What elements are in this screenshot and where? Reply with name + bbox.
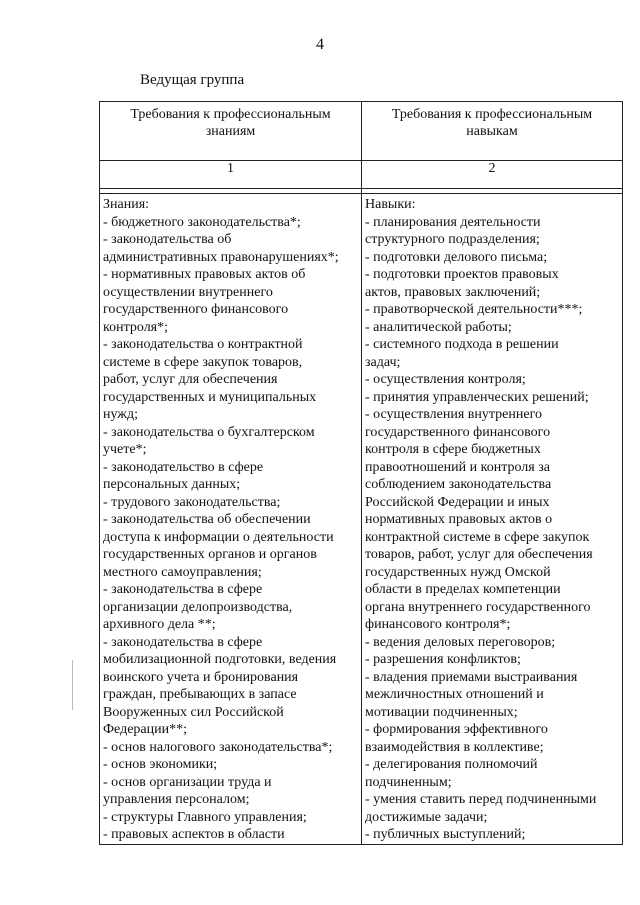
group-title: Ведущая группа bbox=[140, 72, 245, 88]
skills-line: актов, правовых заключений; bbox=[365, 284, 541, 300]
skills-line: правоотношений и контроля за bbox=[365, 459, 550, 475]
header-knowledge: Требования к профессиональным знаниям bbox=[100, 102, 362, 161]
skills-line: - публичных выступлений; bbox=[365, 827, 526, 842]
knowledge-line: - законодательства об обеспечении bbox=[103, 512, 311, 527]
knowledge-line: - законодательства в сфере bbox=[103, 634, 263, 650]
skills-line: соблюдением законодательства bbox=[365, 477, 552, 492]
column-number-row bbox=[100, 161, 623, 189]
skills-line: государственного финансового bbox=[365, 424, 551, 440]
knowledge-line: Федерации**; bbox=[103, 722, 188, 737]
knowledge-line: работ, услуг для обеспечения bbox=[103, 372, 278, 387]
skills-line: - делегирования полномочий bbox=[365, 757, 538, 772]
knowledge-line: персональных данных; bbox=[103, 477, 241, 492]
knowledge-line: - правовых аспектов в области bbox=[103, 827, 285, 842]
knowledge-line: системе в сфере закупок товаров, bbox=[103, 354, 303, 370]
knowledge-line: - законодательства об bbox=[103, 232, 232, 247]
knowledge-line: доступа к информации о деятельности bbox=[103, 529, 334, 545]
knowledge-line: - трудового законодательства; bbox=[103, 494, 281, 510]
skills-line: - подготовки проектов правовых bbox=[365, 267, 559, 282]
knowledge-line: граждан, пребывающих в запасе bbox=[103, 687, 297, 702]
header-skills: Требования к профессиональным навыкам bbox=[362, 102, 623, 161]
column-number-2: 2 bbox=[362, 161, 623, 189]
knowledge-line: - основ организации труда и bbox=[103, 774, 272, 790]
skills-line: межличностных отношений и bbox=[365, 687, 544, 702]
margin-mark bbox=[72, 660, 73, 710]
skills-line: контроля в сфере бюджетных bbox=[365, 442, 541, 457]
skills-line: Навыки: bbox=[365, 197, 416, 212]
knowledge-line: - основ налогового законодательства*; bbox=[103, 739, 333, 755]
knowledge-line: мобилизационной подготовки, ведения bbox=[103, 652, 337, 667]
skills-line: - умения ставить перед подчиненными bbox=[365, 792, 597, 807]
skills-line: - осуществления внутреннего bbox=[365, 407, 542, 422]
knowledge-line: Вооруженных сил Российской bbox=[103, 704, 284, 720]
skills-line: - аналитической работы; bbox=[365, 319, 512, 335]
skills-line: достижимые задачи; bbox=[365, 809, 488, 825]
skills-line: - планирования деятельности bbox=[365, 214, 541, 230]
knowledge-line: воинского учета и бронирования bbox=[103, 669, 299, 685]
column-number-1: 1 bbox=[100, 161, 362, 189]
knowledge-line: Знания: bbox=[103, 197, 150, 212]
skills-line: мотивации подчиненных; bbox=[365, 704, 518, 720]
skills-line: нормативных правовых актов о bbox=[365, 512, 553, 527]
skills-line: государственных нужд Омской bbox=[365, 564, 551, 580]
skills-line: - подготовки делового письма; bbox=[365, 249, 548, 265]
knowledge-line: - основ экономики; bbox=[103, 757, 218, 772]
knowledge-line: местного самоуправления; bbox=[103, 564, 262, 580]
requirements-table bbox=[99, 101, 623, 845]
body-row bbox=[100, 194, 623, 845]
skills-line: - системного подхода в решении bbox=[365, 337, 559, 352]
skills-line: подчиненным; bbox=[365, 774, 452, 790]
knowledge-line: контроля*; bbox=[103, 319, 169, 335]
skills-line: - принятия управленческих решений; bbox=[365, 389, 589, 405]
skills-line: - правотворческой деятельности***; bbox=[365, 302, 583, 317]
knowledge-line: нужд; bbox=[103, 407, 138, 422]
skills-line: - ведения деловых переговоров; bbox=[365, 634, 556, 650]
page-number: 4 bbox=[316, 36, 324, 53]
knowledge-line: осуществлении внутреннего bbox=[103, 284, 273, 300]
skills-line: - разрешения конфликтов; bbox=[365, 652, 521, 667]
skills-line: взаимодействия в коллективе; bbox=[365, 739, 544, 755]
knowledge-line: архивного дела **; bbox=[103, 617, 216, 632]
knowledge-line: - законодательство в сфере bbox=[103, 459, 264, 475]
skills-line: органа внутреннего государственного bbox=[365, 599, 591, 615]
knowledge-line: - бюджетного законодательства*; bbox=[103, 214, 301, 230]
header-row bbox=[100, 102, 623, 161]
skills-line: структурного подразделения; bbox=[365, 232, 540, 247]
knowledge-line: - законодательства о бухгалтерском bbox=[103, 424, 315, 440]
knowledge-line: - нормативных правовых актов об bbox=[103, 267, 306, 282]
skills-line: финансового контроля*; bbox=[365, 617, 511, 632]
skills-line: контрактной системе в сфере закупок bbox=[365, 529, 590, 545]
skills-line: Российской Федерации и иных bbox=[365, 494, 550, 510]
knowledge-line: учете*; bbox=[103, 442, 147, 457]
knowledge-line: - законодательства в сфере bbox=[103, 582, 263, 597]
knowledge-line: управления персоналом; bbox=[103, 792, 250, 807]
knowledge-cell bbox=[100, 194, 362, 845]
knowledge-line: - структуры Главного управления; bbox=[103, 809, 307, 825]
knowledge-line: государственных и муниципальных bbox=[103, 389, 317, 405]
skills-line: - формирования эффективного bbox=[365, 722, 548, 737]
skills-cell bbox=[362, 194, 623, 845]
skills-line: области в пределах компетенции bbox=[365, 582, 561, 597]
knowledge-line: организации делопроизводства, bbox=[103, 599, 293, 615]
knowledge-line: государственного финансового bbox=[103, 302, 289, 317]
skills-line: - владения приемами выстраивания bbox=[365, 669, 578, 685]
skills-line: - осуществления контроля; bbox=[365, 372, 526, 387]
knowledge-line: - законодательства о контрактной bbox=[103, 337, 303, 352]
knowledge-line: административных правонарушениях*; bbox=[103, 249, 339, 265]
skills-line: задач; bbox=[365, 354, 401, 370]
skills-line: товаров, работ, услуг для обеспечения bbox=[365, 547, 593, 562]
knowledge-line: государственных органов и органов bbox=[103, 547, 317, 562]
